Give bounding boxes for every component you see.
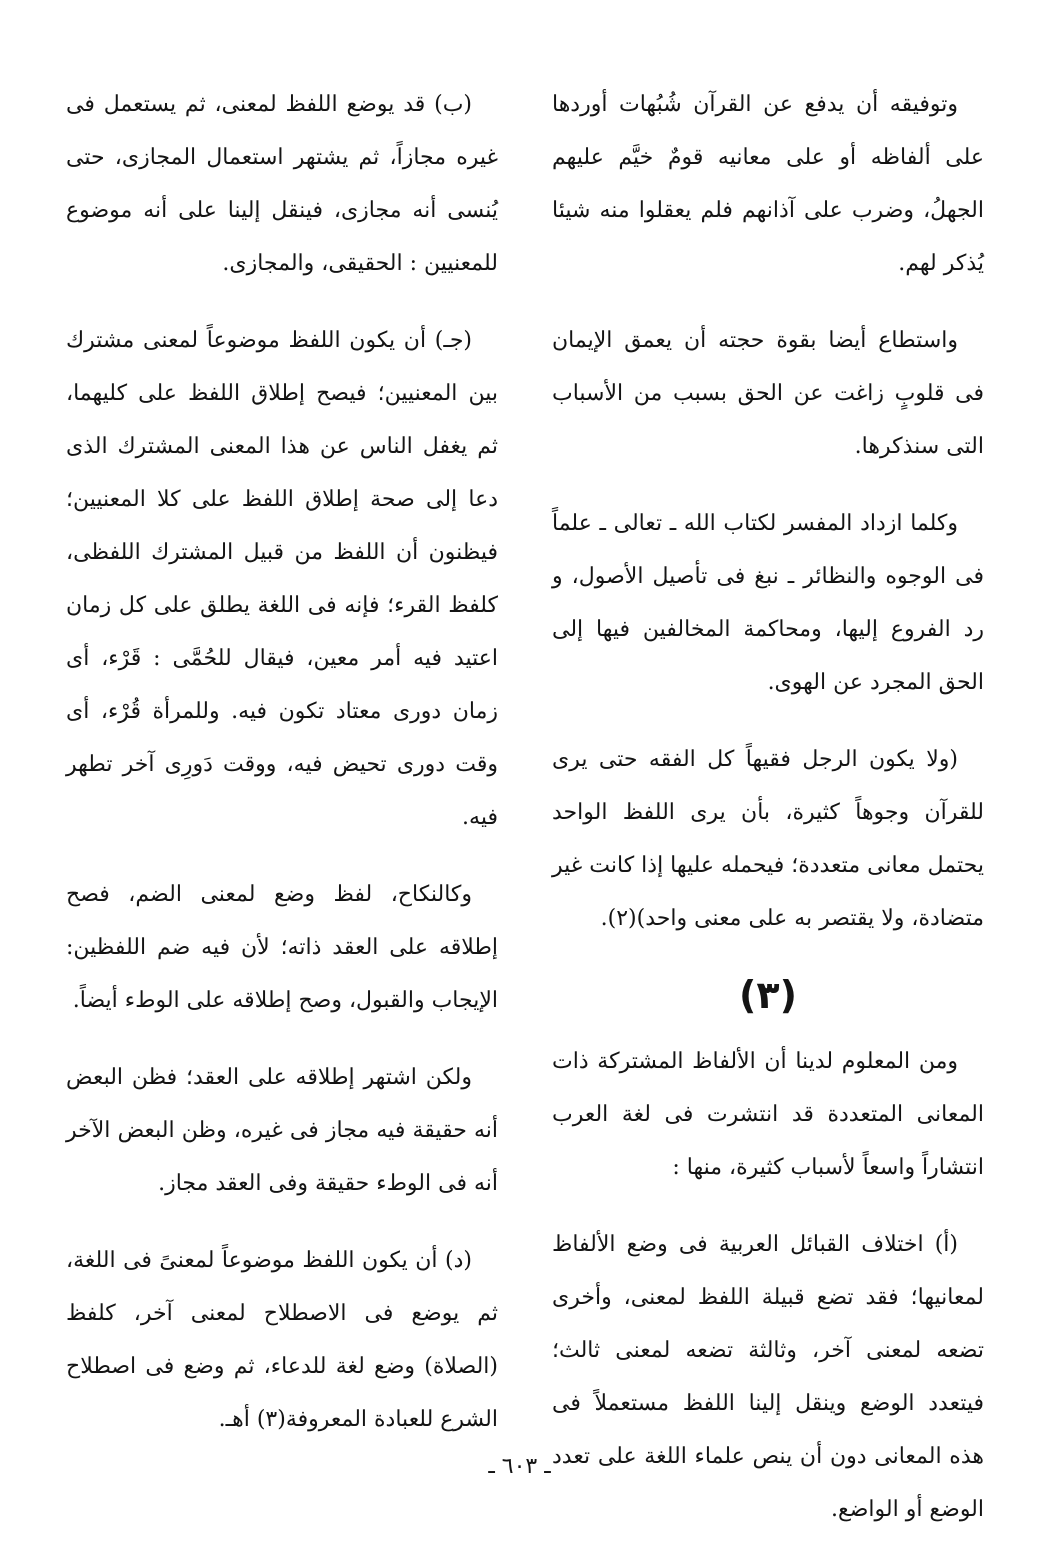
paragraph-nikah: وكالنكاح، لفظ وضع لمعنى الضم، فصح إطلاقه على العقد ذاته؛ لأن فيه ضم اللفظين: الإيجاب والقبول، وصح إطلاقه على الوطء أيضاً. [66, 882, 498, 1013]
paragraph-reason-b: (ب) قد يوضع اللفظ لمعنى، ثم يستعمل فى غيره مجازاً، ثم يشتهر استعمال المجازى، حتى يُنسى أنه مجازى، فينقل إلينا على أنه موضوع للمعنيين : الحقيقى، والمجازى. [66, 92, 498, 276]
page-number: ـ ٦٠٣ ـ [488, 1454, 551, 1479]
right-text-column [552, 78, 984, 1560]
section-heading-3: (٣) [739, 973, 797, 1017]
left-text-column [66, 78, 498, 1470]
paragraph-mushtarak-intro: ومن المعلوم لدينا أن الألفاظ المشتركة ذات المعانى المتعددة قد انتشرت فى لغة العرب انتشاراً واسعاً لأسباب كثيرة، منها : [552, 1049, 984, 1180]
paragraph-quote-faqih: (ولا يكون الرجل فقيهاً كل الفقه حتى يرى للقرآن وجوهاً كثيرة، بأن يرى اللفظ الواحد يحتمل معانى متعددة؛ فيحمله عليها إذا كانت غير متضادة، ولا يقتصر به على معنى واحد)(٢). [551, 747, 984, 931]
paragraph-kullama: وكلما ازداد المفسر لكتاب الله ـ تعالى ـ علماً فى الوجوه والنظائر ـ نبغ فى تأصيل الأصول، و رد الفروع إليها، ومحاكمة المخالفين فيها إلى الحق المجرد عن الهوى. [552, 511, 984, 695]
paragraph-reason-d: (د) أن يكون اللفظ موضوعاً لمعنىً فى اللغة، ثم يوضع فى الاصطلاح لمعنى آخر، كلفظ (الصلاة) وضع لغة للدعاء، ثم وضع فى اصطلاح الشرع للعبادة المعروفة(٣) أهـ. [66, 1248, 498, 1432]
paragraph-reason-a: (أ) اختلاف القبائل العربية فى وضع الألفاظ لمعانيها؛ فقد تضع قبيلة اللفظ لمعنى، وأخرى تضعه لمعنى آخر، وثالثة تضعه لمعنى ثالث؛ فيتعدد الوضع وينقل إلينا اللفظ مستعملاً فى هذه المعانى دون أن ينص علماء اللغة على تعدد الوضع أو الواضع. [552, 1232, 984, 1522]
paragraph-ishtahar: ولكن اشتهر إطلاقه على العقد؛ فظن البعض أنه حقيقة فيه مجاز فى غيره، وظن البعض الآخر أنه فى الوطء حقيقة وفى العقد مجاز. [66, 1065, 498, 1196]
paragraph-reason-c: (جـ) أن يكون اللفظ موضوعاً لمعنى مشترك بين المعنيين؛ فيصح إطلاق اللفظ على كليهما، ثم يغفل الناس عن هذا المعنى المشترك الذى دعا إلى صحة إطلاق اللفظ على كلا المعنيين؛ فيظنون أن اللفظ من قبيل المشترك اللفظى، كلفظ القرء؛ فإنه فى اللغة يطلق على كل زمان اعتيد فيه أمر معين، فيقال للحُمَّى : قَرْء، أى زمان دورى معتاد تكون فيه. وللمرأة قُرْء، أى وقت دورى تحيض فيه، ووقت دَورِى آخر تطهر فيه. [66, 328, 498, 830]
paragraph-istataa: واستطاع أيضا بقوة حجته أن يعمق الإيمان فى قلوبٍ زاغت عن الحق بسبب من الأسباب التى سنذكرها. [552, 328, 984, 459]
paragraph-tawfiq: وتوفيقه أن يدفع عن القرآن شُبُهات أوردها على ألفاظه أو على معانيه قومٌ خيَّم عليهم الجهلُ، وضرب على آذانهم فلم يعقلوا منه شيئا يُذكر لهم. [552, 92, 984, 276]
